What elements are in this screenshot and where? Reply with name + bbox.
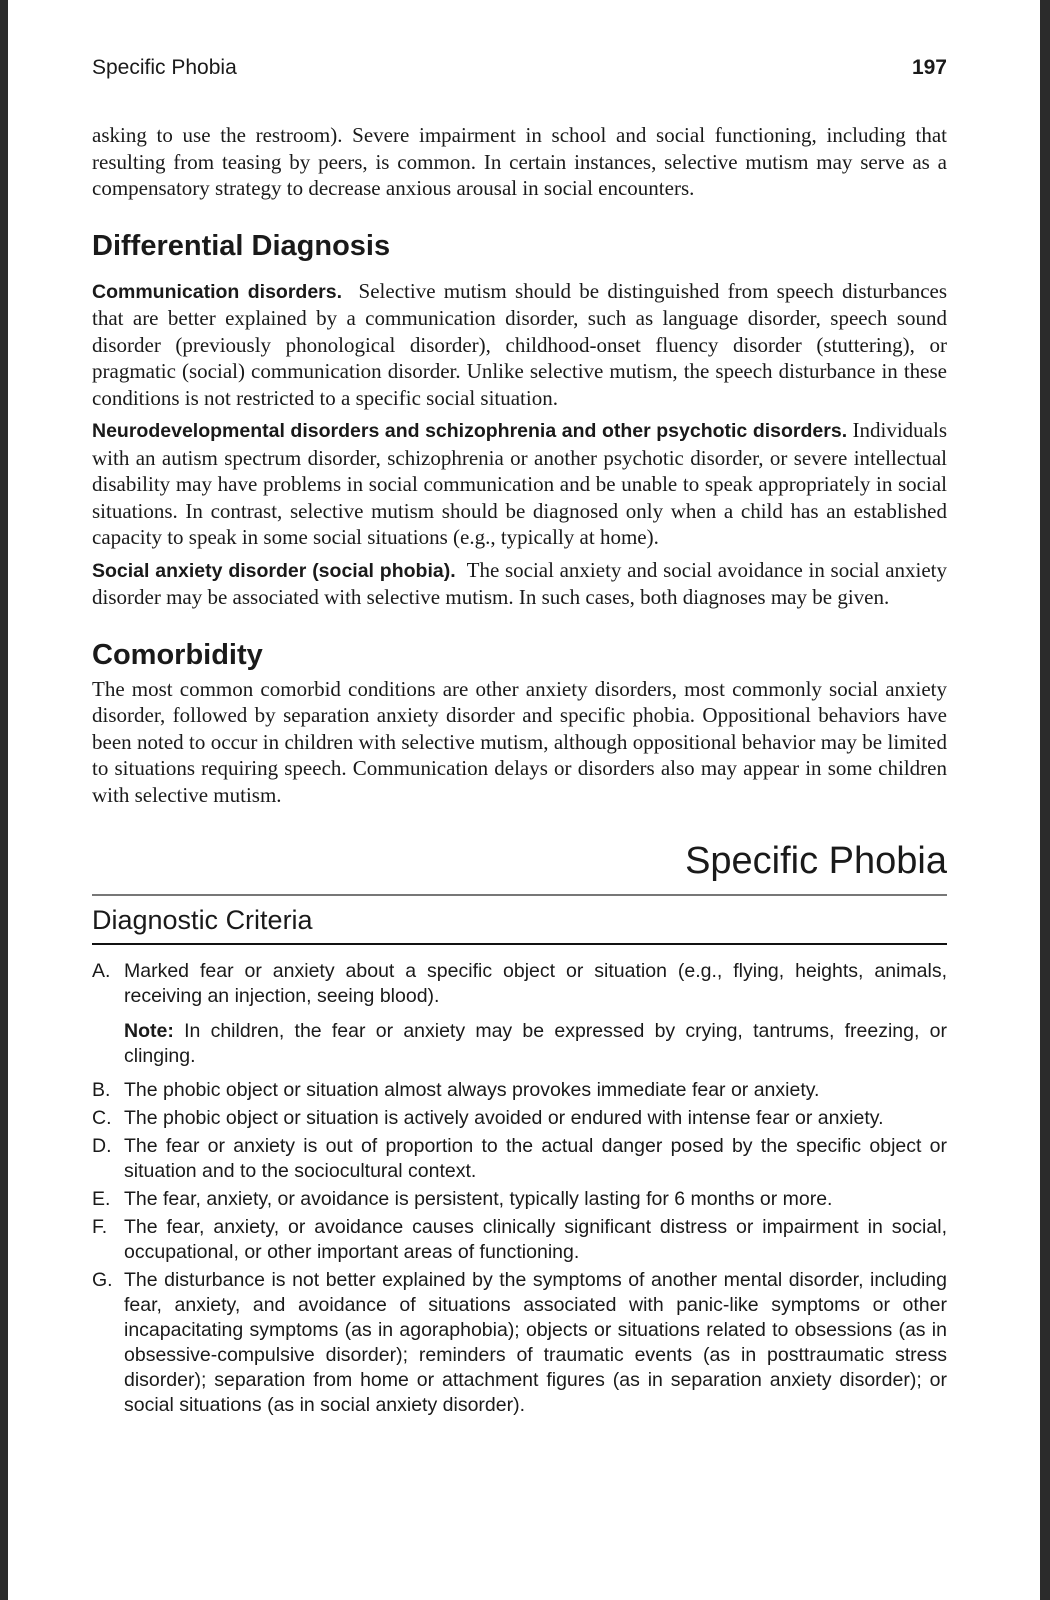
criterion-text: The phobic object or situation is actively avoided or endured with intense fear or anxiety.: [124, 1107, 884, 1129]
criterion-a: [92, 959, 947, 1009]
differential-item-text: The social anxiety and social avoidance in social anxiety disorder may be associated with selective mutism. In such cases, both diagnoses may be given.: [92, 557, 948, 609]
criteria-list: [92, 959, 947, 1418]
criterion-text: The fear, anxiety, or avoidance is persistent, typically lasting for 6 months or more.: [124, 1188, 833, 1210]
criterion-d: [92, 1134, 947, 1184]
running-head: [92, 56, 947, 88]
criterion-letter: B.: [92, 1079, 111, 1101]
criterion-text: The fear or anxiety is out of proportion to the actual danger posed by the specific object or situation and to the sociocultural context.: [124, 1135, 947, 1182]
comorbidity-heading: Comorbidity: [92, 638, 263, 671]
page-number: 197: [911, 56, 947, 79]
criteria-divider: [92, 943, 947, 945]
differential-item-label: Social anxiety disorder (social phobia).: [92, 559, 456, 582]
criterion-g: [92, 1268, 947, 1418]
criterion-letter: C.: [92, 1107, 112, 1129]
differential-item-label: Neurodevelopmental disorders and schizophrenia and other psychotic disorders.: [92, 420, 848, 442]
criterion-note: [124, 1019, 947, 1069]
criterion-f: [92, 1215, 947, 1265]
criterion-b: [92, 1078, 947, 1103]
differential-item-label: Communication disorders.: [92, 280, 343, 303]
page-edge-left: [0, 0, 8, 1600]
criterion-c: [92, 1106, 947, 1131]
criterion-letter: E.: [92, 1188, 111, 1210]
criterion-text: The disturbance is not better explained by the symptoms of another mental disorder, including fear, anxiety, and avoidance of situations associated with panic-like symptoms or other incapacitating symptoms (as in agoraphobia); objects or situations related to obsessions (as in obsessive-compulsive disorder); reminders of traumatic events (as in posttraumatic stress disorder); separation from home or attachment figures (as in separation anxiety disorder); or social situations (as in social anxiety disorder).: [124, 1269, 947, 1416]
differential-item-communication: [92, 278, 947, 412]
section-title: Specific Phobia: [685, 840, 947, 882]
criterion-text: The fear, anxiety, or avoidance causes clinically significant distress or impairment in social, occupational, or other important areas of functioning.: [124, 1216, 947, 1263]
differential-item-neurodevelopmental: [92, 417, 947, 551]
criterion-letter: G.: [92, 1269, 113, 1291]
page-edge-right: [1040, 0, 1050, 1600]
differential-item-text: Selective mutism should be distinguished from speech disturbances that are better explained by a communication disorder, such as language disorder, speech sound disorder (previously phonological disorder), childhood-onset fluency disorder (stuttering), or pragmatic (social) communication disorder. Unlike selective mutism, the speech disturbance in these conditions is not restricted to a specific social situation.: [92, 278, 948, 410]
section-divider: [92, 894, 947, 896]
running-title: Specific Phobia: [92, 56, 237, 79]
differential-item-text: Individuals with an autism spectrum disorder, schizophrenia or another psychotic disorder, or severe intellectual disability may have problems in social communication and be unable to speak appropriately in social situations. In contrast, selective mutism should be diagnosed only when a child has an established capacity to speak in some social situations (e.g., typically at home).: [92, 418, 948, 549]
criterion-letter: A.: [92, 960, 111, 982]
criterion-text: Marked fear or anxiety about a specific object or situation (e.g., flying, heights, animals, receiving an injection, seeing blood).: [124, 960, 947, 1007]
comorbidity-paragraph: The most common comorbid conditions are other anxiety disorders, most commonly social anxiety disorder, followed by separation anxiety disorder and specific phobia. Oppositional behaviors have been noted to occur in children with selective mutism, although oppositional behavior may be limited to situations requiring speech. Communication delays or disorders also may appear in some children with selective mutism.: [92, 676, 947, 807]
note-text: In children, the fear or anxiety may be expressed by crying, tantrums, freezing, or clinging.: [124, 1020, 947, 1067]
criteria-heading: Diagnostic Criteria: [92, 905, 313, 935]
criterion-e: [92, 1187, 947, 1212]
note-label: Note:: [124, 1020, 174, 1042]
criterion-text: The phobic object or situation almost always provokes immediate fear or anxiety.: [124, 1079, 820, 1101]
differential-item-social-anxiety: [92, 557, 947, 611]
criterion-letter: D.: [92, 1135, 112, 1157]
book-page: [92, 56, 947, 1421]
criterion-letter: F.: [92, 1216, 108, 1238]
differential-diagnosis-heading: Differential Diagnosis: [92, 229, 391, 262]
intro-paragraph: asking to use the restroom). Severe impairment in school and social functioning, including that resulting from teasing by peers, is common. In certain instances, selective mutism may serve as a compensatory strategy to decrease anxious arousal in social encounters.: [92, 123, 947, 200]
